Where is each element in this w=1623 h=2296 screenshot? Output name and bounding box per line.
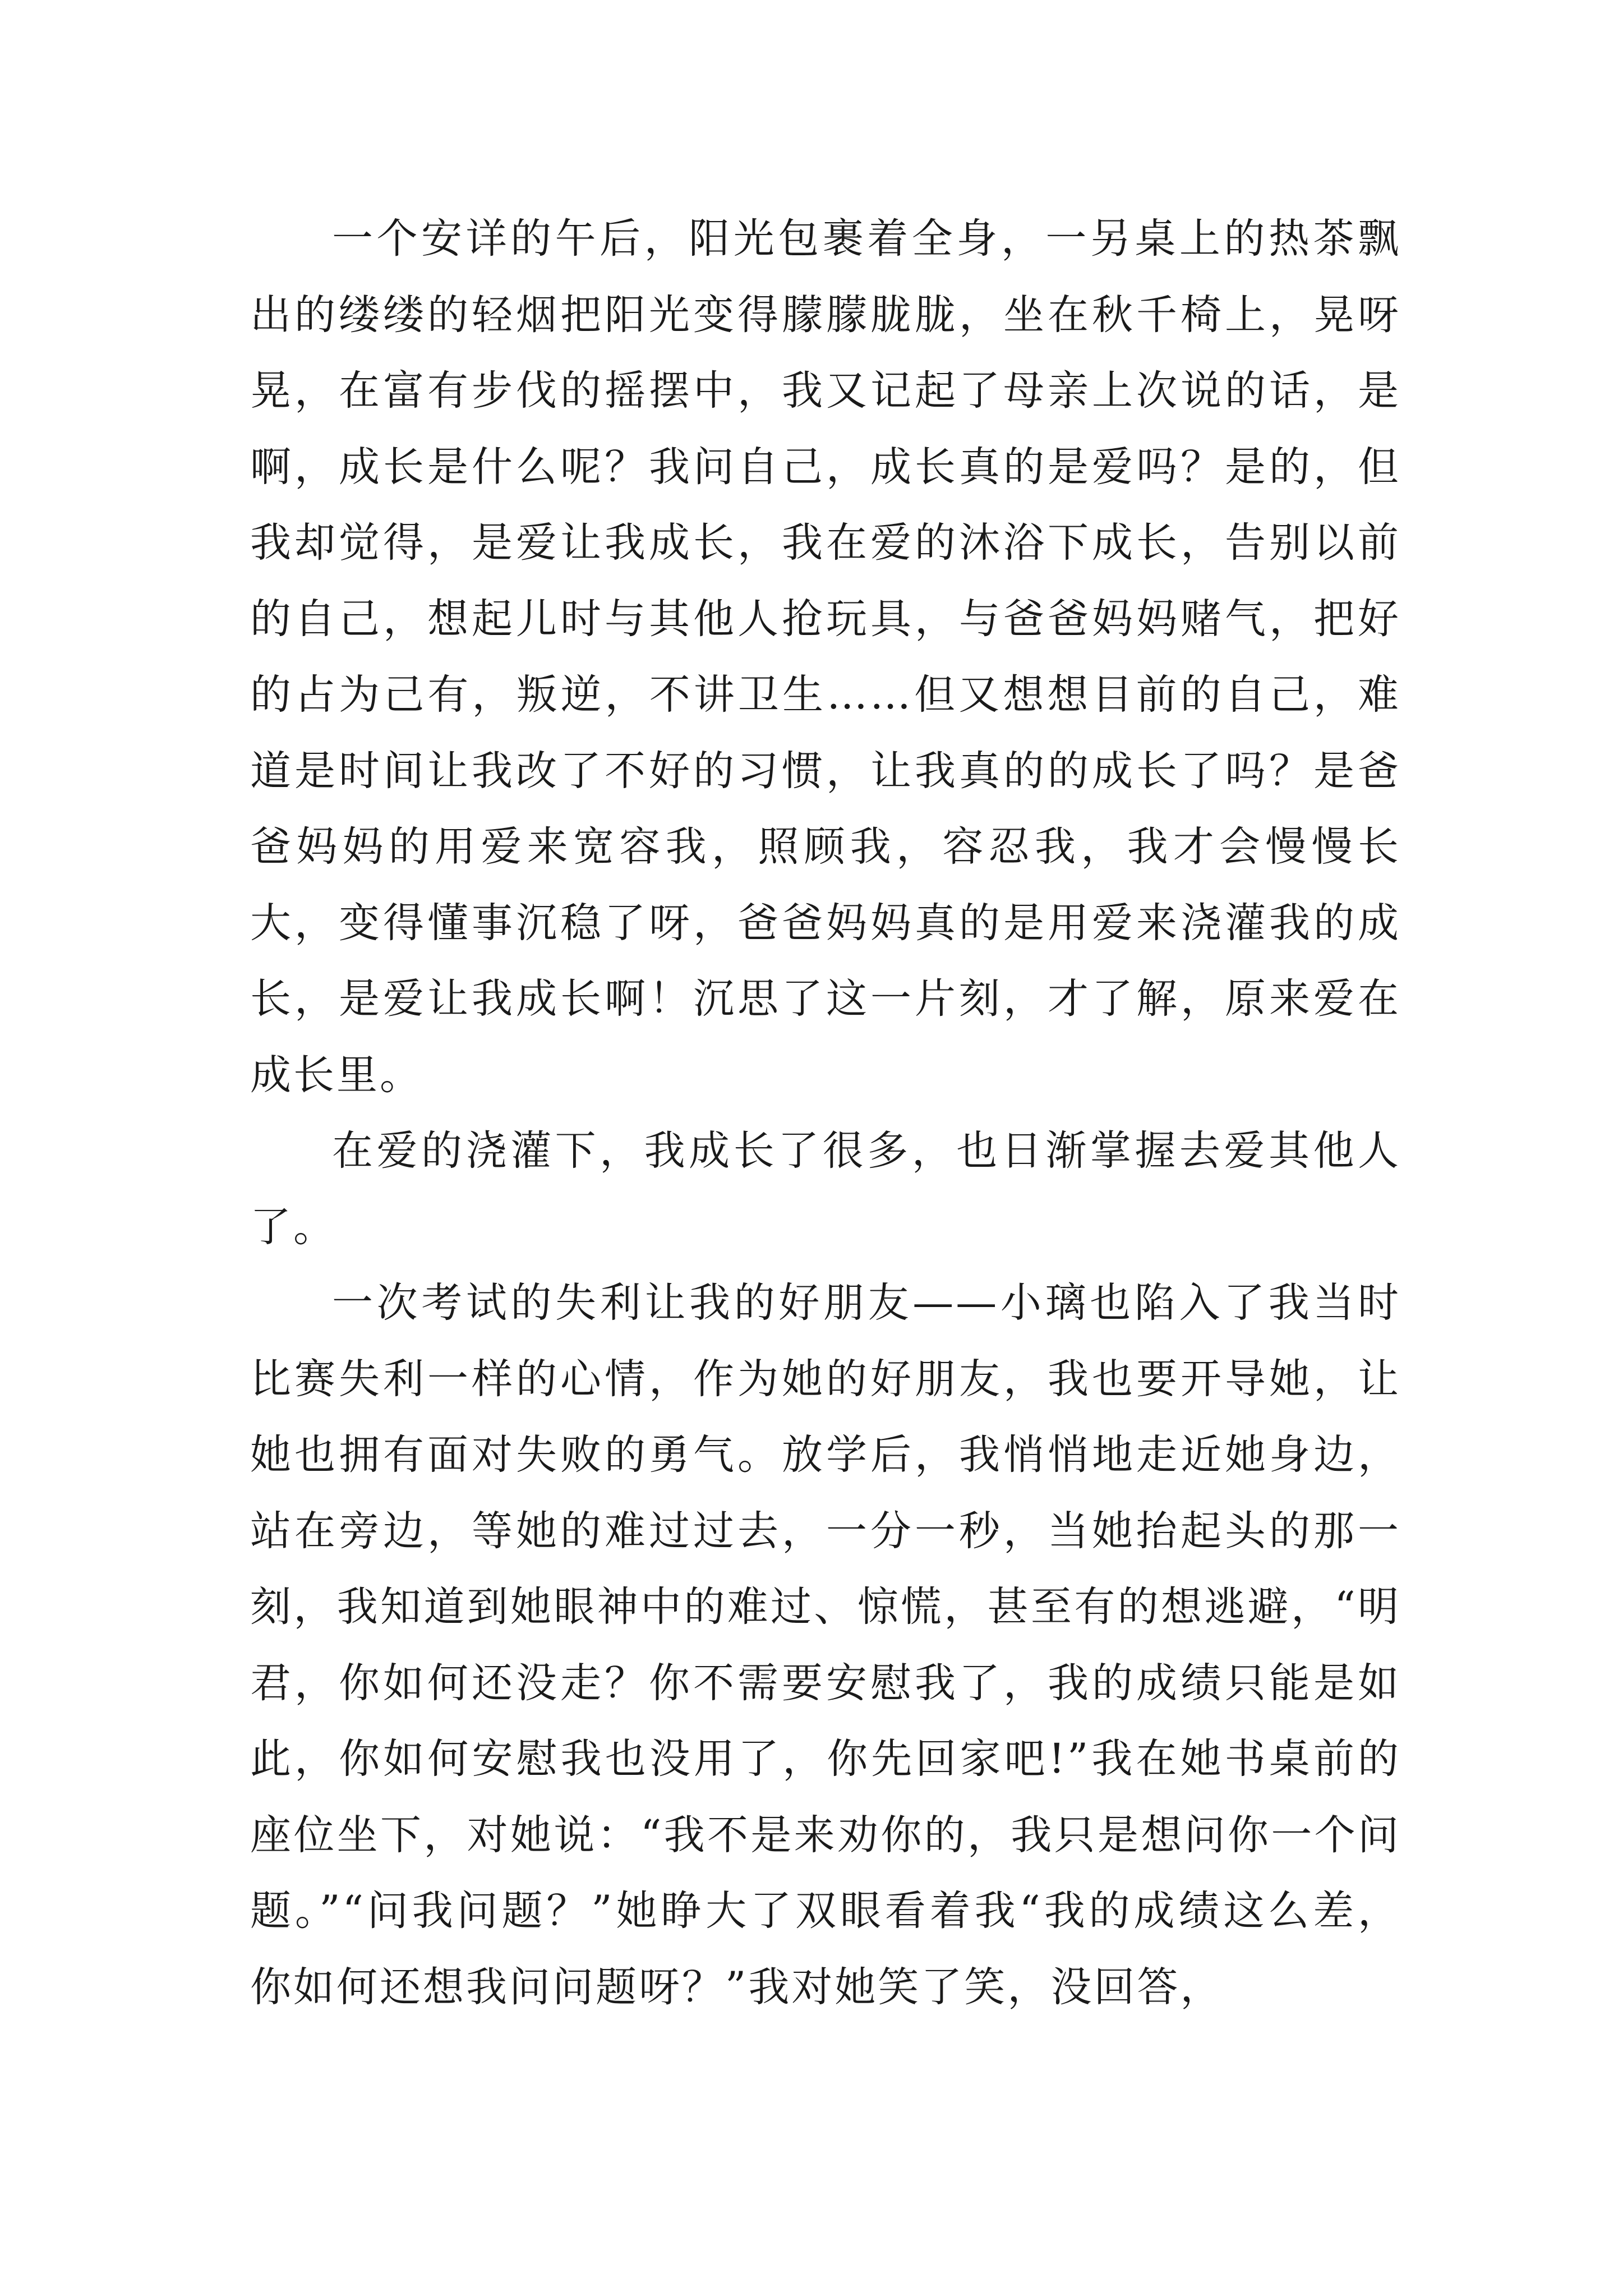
document-body	[250, 201, 1401, 2025]
paragraph-afternoon-reflection: 一个安详的午后，阳光包裹着全身，一另桌上的热茶飘出的缕缕的轻烟把阳光变得朦朦胧胧，坐在秋千椅上，晃呀晃，在富有步伐的摇摆中，我又记起了母亲上次说的话，是啊，成长是什么呢？我问自己，成长真的是爱吗？是的，但我却觉得，是爱让我成长，我在爱的沐浴下成长，告别以前的自己，想起儿时与其他人抢玩具，与爸爸妈妈赌气，把好的占为己有，叛逆，不讲卫生……但又想想目前的自己，难道是时间让我改了不好的习惯，让我真的的成长了吗？是爸爸妈妈的用爱来宽容我，照顾我，容忍我，我才会慢慢长大，变得懂事沉稳了呀，爸爸妈妈真的是用爱来浇灌我的成长，是爱让我成长啊！沉思了这一片刻，才了解，原来爱在成长里。	[250, 215, 1401, 1099]
paragraph-learning-to-love: 在爱的浇灌下，我成长了很多，也日渐掌握去爱其他人了。	[250, 1127, 1401, 1251]
paragraph-comforting-friend: 一次考试的失利让我的好朋友——小璃也陷入了我当时比赛失利一样的心情，作为她的好朋友，我也要开导她，让她也拥有面对失败的勇气。放学后，我悄悄地走近她身边，站在旁边，等她的难过过去，一分一秒，当她抬起头的那一刻，我知道到她眼神中的难过、惊慌，甚至有的想逃避，“明君，你如何还没走？你不需要安慰我了，我的成绩只能是如此，你如何安慰我也没用了，你先回家吧!”我在她书桌前的座位坐下，对她说：“我不是来劝你的，我只是想问你一个问题。”“问我问题？”她睁大了双眼看着我“我的成绩这么差，你如何还想我问问题呀？”我对她笑了笑，没回答，	[250, 1279, 1401, 2011]
